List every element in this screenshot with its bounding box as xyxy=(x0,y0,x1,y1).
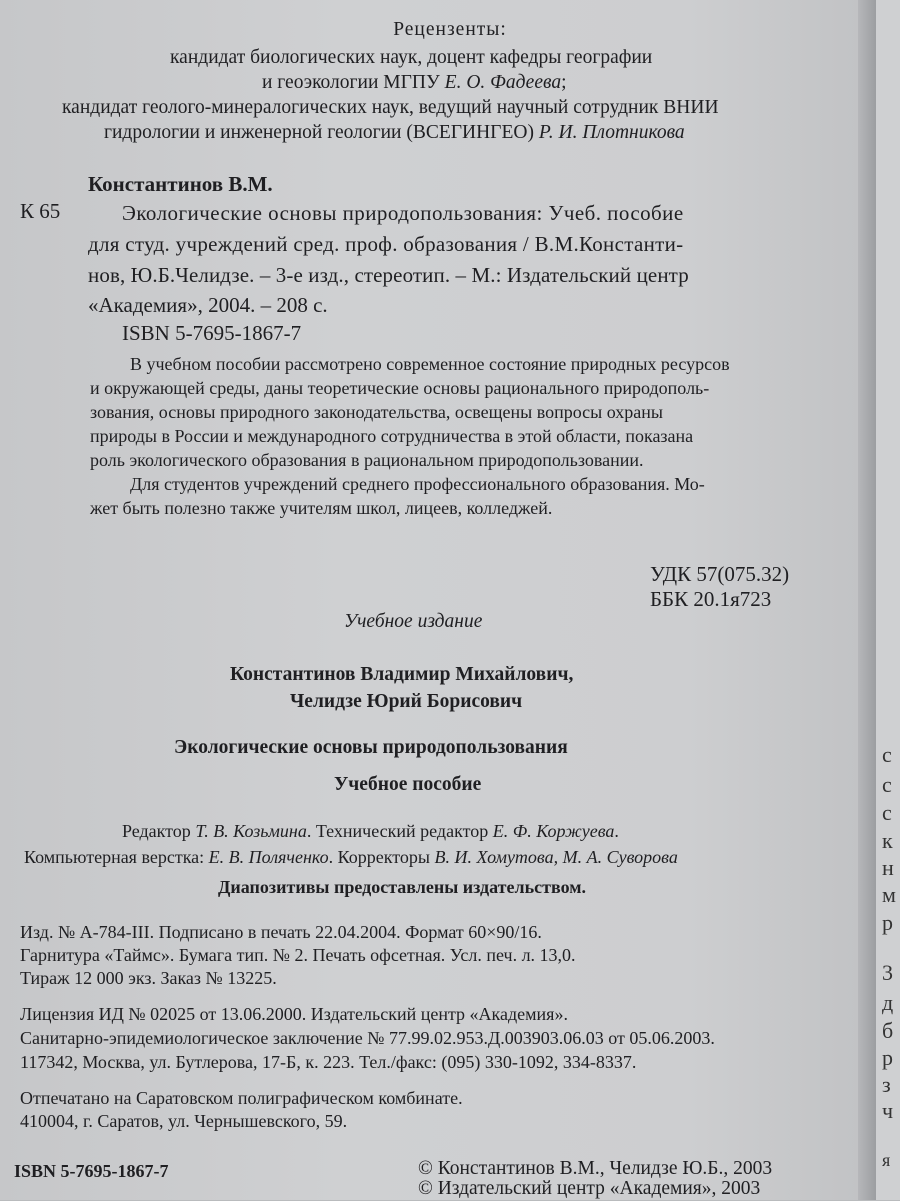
correctors-label: . Корректоры xyxy=(328,847,435,867)
abstract-line-4: природы в России и международного сотрудничества в этой области, показана xyxy=(90,426,694,446)
credits-slides: Диапозитивы предоставлены издательством. xyxy=(218,877,586,897)
tech-editor-label: . Технический редактор xyxy=(306,821,493,841)
adjacent-page-glyph: р xyxy=(882,910,893,935)
abstract-line-2: и окружающей среды, даны теоретические основы рационального природополь- xyxy=(90,378,710,398)
adjacent-page-glyph: к xyxy=(882,828,893,853)
bib-line-3: нов, Ю.Б.Челидзе. – 3-е изд., стереотип. – М.: Издательский центр xyxy=(88,263,689,287)
bib-isbn: ISBN 5-7695-1867-7 xyxy=(122,321,302,345)
print-info-line-3: Тираж 12 000 экз. Заказ № 13225. xyxy=(20,968,277,988)
edition-author-2: Челидзе Юрий Борисович xyxy=(290,691,523,712)
print-info-line-1: Изд. № А-784-III. Подписано в печать 22.04.2004. Формат 60×90/16. xyxy=(20,922,542,942)
edition-type: Учебное издание xyxy=(344,611,483,632)
printer-line-2: 410004, г. Саратов, ул. Чернышевского, 59. xyxy=(20,1111,348,1131)
correctors-names: В. И. Хомутова, М. А. Суворова xyxy=(434,847,678,867)
footer-isbn: ISBN 5-7695-1867-7 xyxy=(14,1161,169,1181)
license-line-2: Санитарно-эпидемиологическое заключение № 77.99.02.953.Д.003903.06.03 от 05.06.2003. xyxy=(20,1028,715,1048)
adjacent-page-glyph: з xyxy=(882,1072,891,1097)
adjacent-page-glyph: ч xyxy=(882,1098,894,1123)
editor-label: Редактор xyxy=(122,821,196,841)
bbk-code: ББК 20.1я723 xyxy=(650,587,772,611)
abstract-line-3: зования, основы природного законодательства, освещены вопросы охраны xyxy=(90,402,664,422)
printer-line-1: Отпечатано на Саратовском полиграфическом комбинате. xyxy=(20,1088,463,1108)
abstract-line-6: Для студентов учреждений среднего профессионального образования. Мо- xyxy=(130,474,705,494)
reviewer-2-affiliation: гидрологии и инженерной геологии (ВСЕГИНГЕО) xyxy=(104,122,539,143)
adjacent-page-glyph: б xyxy=(882,1018,894,1043)
adjacent-page-glyph: с xyxy=(882,800,892,825)
print-info-line-2: Гарнитура «Таймс». Бумага тип. № 2. Печать офсетная. Усл. печ. л. 13,0. xyxy=(20,945,576,965)
copyright-publisher: © Издательский центр «Академия», 2003 xyxy=(418,1178,761,1199)
editor-name: Т. В. Козьмина xyxy=(195,821,307,841)
adjacent-page-glyph: д xyxy=(882,990,894,1015)
edition-subtitle: Учебное пособие xyxy=(334,774,482,795)
layout-name: Е. В. Поляченко xyxy=(208,847,329,867)
adjacent-page-edge xyxy=(876,0,900,1200)
reviewer-2-line-2 xyxy=(104,121,685,145)
book-spine-gutter xyxy=(858,0,876,1200)
abstract-line-1: В учебном пособии рассмотрено современное состояние природных ресурсов xyxy=(130,354,730,374)
credits-editors xyxy=(122,819,619,843)
reviewer-1-punct: ; xyxy=(561,72,567,93)
tech-editor-name: Е. Ф. Коржуева xyxy=(492,821,615,841)
edition-author-1: Константинов Владимир Михайлович, xyxy=(230,664,574,685)
credits-layout xyxy=(24,845,678,869)
abstract-line-7: жет быть полезно также учителям школ, лицеев, колледжей. xyxy=(90,498,553,518)
bib-code: К 65 xyxy=(20,199,61,223)
adjacent-page-glyph: р xyxy=(882,1045,893,1070)
bib-line-4: «Академия», 2004. – 208 с. xyxy=(88,293,328,317)
abstract-line-5: роль экологического образования в рациональном природопользовании. xyxy=(90,450,644,470)
reviewer-1-affiliation: и геоэкологии МГПУ xyxy=(262,72,445,93)
reviewer-2-line-1: кандидат геолого-минералогических наук, ведущий научный сотрудник ВНИИ xyxy=(62,97,719,118)
license-line-3: 117342, Москва, ул. Бутлерова, 17-Б, к. 223. Тел./факс: (095) 330-1092, 334-8337. xyxy=(20,1052,637,1072)
adjacent-page-glyph: с xyxy=(882,772,892,797)
copyright-authors: © Константинов В.М., Челидзе Ю.Б., 2003 xyxy=(418,1158,773,1179)
tech-editor-end: . xyxy=(614,821,619,841)
bib-line-2: для студ. учреждений сред. проф. образования / В.М.Константи- xyxy=(88,232,684,256)
adjacent-page-glyph: н xyxy=(882,855,894,880)
layout-label: Компьютерная верстка: xyxy=(24,847,209,867)
adjacent-page-glyph: м xyxy=(882,882,896,907)
udk-code: УДК 57(075.32) xyxy=(650,562,790,586)
license-line-1: Лицензия ИД № 02025 от 13.06.2000. Издательский центр «Академия». xyxy=(20,1004,568,1024)
reviewers-heading: Рецензенты: xyxy=(393,19,507,40)
edition-title: Экологические основы природопользования xyxy=(174,737,568,758)
reviewer-1-line-1: кандидат биологических наук, доцент кафедры географии xyxy=(170,47,653,68)
adjacent-page-glyph: 3 xyxy=(882,960,893,985)
adjacent-page-glyph: я xyxy=(882,1150,891,1170)
bib-line-1: Экологические основы природопользования: Учеб. пособие xyxy=(122,201,684,225)
bib-author: Константинов В.М. xyxy=(88,172,273,196)
reviewer-2-name: Р. И. Плотникова xyxy=(538,122,685,143)
reviewer-1-name: Е. О. Фадеева xyxy=(444,72,562,93)
reviewer-1-line-2 xyxy=(262,71,567,95)
adjacent-page-glyph: с xyxy=(882,742,892,767)
